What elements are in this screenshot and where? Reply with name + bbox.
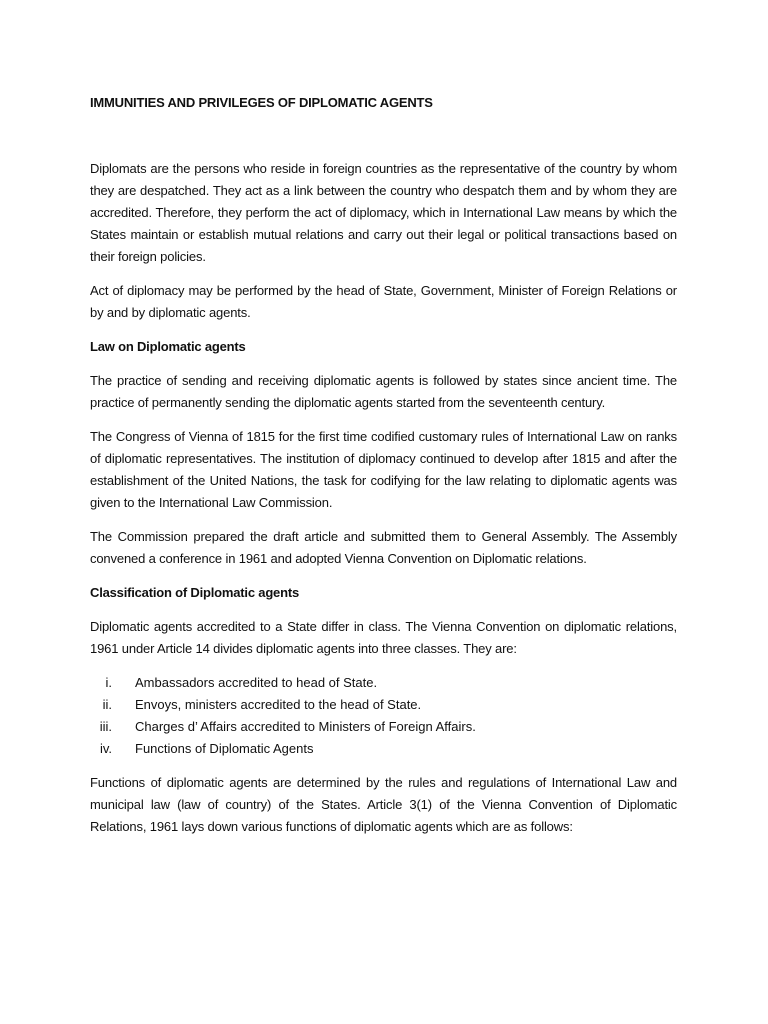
list-item-text: Envoys, ministers accredited to the head of State.: [135, 697, 422, 712]
document-title: IMMUNITIES AND PRIVILEGES OF DIPLOMATIC AGENTS: [90, 95, 433, 110]
list-numeral: ii.: [102, 697, 112, 712]
list-item: [90, 738, 677, 760]
paragraph-commission: The Commission prepared the draft article and submitted them to General Assembly. The Assembly convened a conference in 1961 and adopted Vienna Convention on Diplomatic relations.: [90, 529, 677, 566]
list-numeral: iii.: [99, 719, 112, 734]
list-item: [90, 716, 677, 738]
heading-classification: Classification of Diplomatic agents: [90, 585, 299, 600]
paragraph-functions: Functions of diplomatic agents are determined by the rules and regulations of International Law and municipal law (law of country) of the States. Article 3(1) of the Vienna Convention of Diplomatic Relations, 1961 lays down various functions of diplomatic agents which are as follows:: [90, 775, 677, 834]
document-page: [90, 94, 677, 850]
list-item-text: Functions of Diplomatic Agents: [135, 741, 314, 756]
classes-list: [90, 672, 677, 760]
paragraph-intro: Diplomats are the persons who reside in foreign countries as the representative of the country by whom they are despatched. They act as a link between the country who despatch them and by whom they are accredited. Therefore, they perform the act of diplomacy, which in International Law means by which the States maintain or establish mutual relations and carry out their legal or political transactions based on their foreign policies.: [90, 161, 677, 264]
list-numeral: i.: [105, 675, 112, 690]
paragraph-practice: The practice of sending and receiving diplomatic agents is followed by states since ancient time. The practice of permanently sending the diplomatic agents started from the seventeenth century.: [90, 373, 677, 410]
list-item: [90, 672, 677, 694]
list-item: [90, 694, 677, 716]
list-item-text: Charges d’ Affairs accredited to Ministers of Foreign Affairs.: [135, 719, 476, 734]
paragraph-congress-of-vienna: The Congress of Vienna of 1815 for the first time codified customary rules of International Law on ranks of diplomatic representatives. The institution of diplomacy continued to develop after 1815 and after the establishment of the United Nations, the task for codifying for the law relating to diplomatic agents was given to the International Law Commission.: [90, 429, 677, 510]
list-numeral: iv.: [99, 741, 112, 756]
paragraph-classes: Diplomatic agents accredited to a State differ in class. The Vienna Convention on diplomatic relations, 1961 under Article 14 divides diplomatic agents into three classes. They are:: [90, 619, 677, 656]
list-item-text: Ambassadors accredited to head of State.: [135, 675, 378, 690]
paragraph-act-of-diplomacy: Act of diplomacy may be performed by the head of State, Government, Minister of Foreign Relations or by and by diplomatic agents.: [90, 283, 677, 320]
heading-law-on-diplomatic-agents: Law on Diplomatic agents: [90, 339, 246, 354]
